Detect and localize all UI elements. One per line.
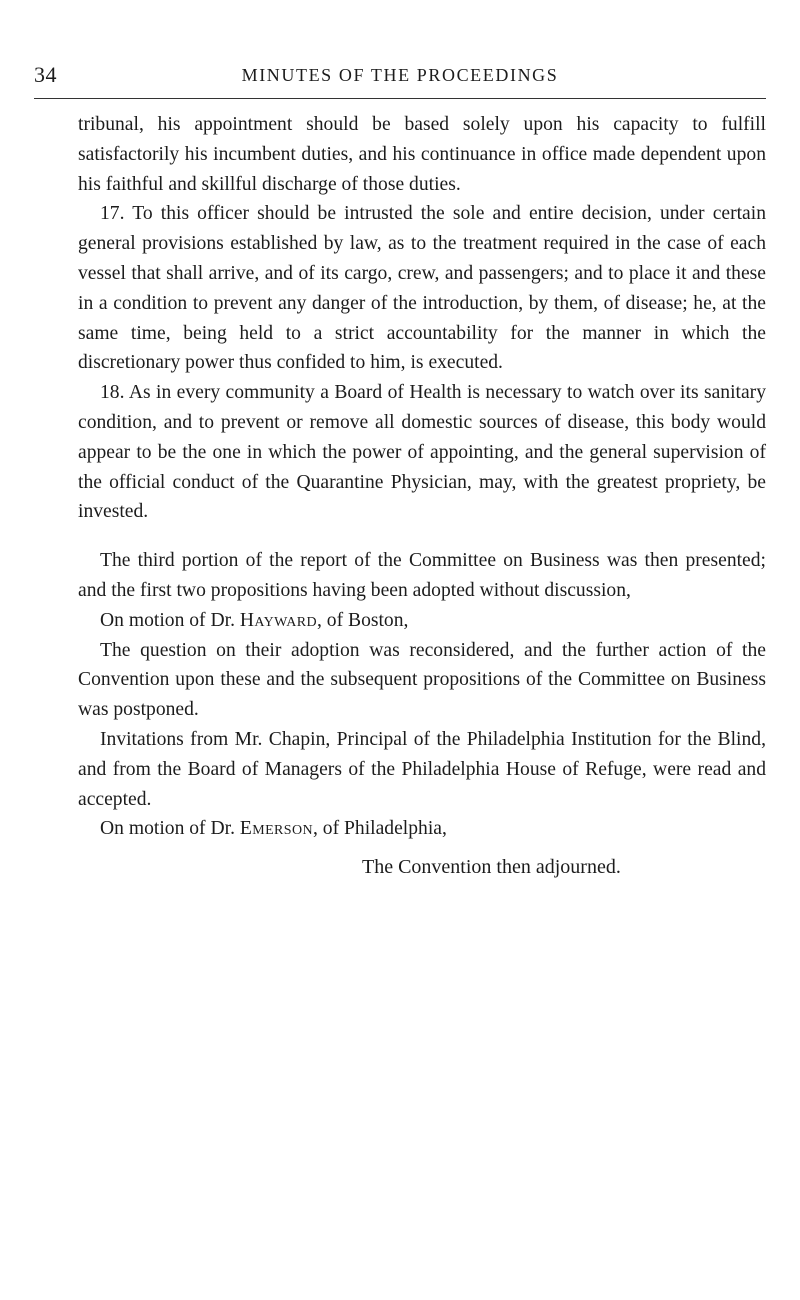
page-number: 34	[34, 62, 57, 87]
paragraph-continuation: tribunal, his appointment should be based solely upon his capacity to fulfill satisfactorily his incumbent duties, and his continuance in office made dependent upon his faithful and skillful discharge of those duties.	[78, 114, 766, 195]
paragraph-third-portion: The third portion of the report of the Committee on Business was then presented; and the first two propositions having been adopted without discussion,	[78, 550, 766, 601]
motion-mover-name: Emerson	[239, 818, 313, 840]
paragraph-motion-emerson	[78, 814, 766, 844]
paragraph-question: The question on their adoption was reconsidered, and the further action of the Convention upon these and the subsequent propositions of the Committee on Business was postponed.	[78, 639, 766, 721]
running-head: MINUTES OF THE PROCEEDINGS	[241, 65, 559, 85]
section-gap	[78, 527, 766, 546]
motion-prefix: On motion of Dr.	[100, 818, 240, 840]
adjourned-line: The Convention then adjourned.	[362, 856, 621, 879]
paragraph-motion-hayward	[78, 606, 766, 636]
motion-suffix: , of Boston,	[316, 609, 409, 631]
paragraph-18: 18. As in every community a Board of Health is necessary to watch over its sanitary condition, and to prevent or remove all domestic sources of disease, this body would appear to be the one in which the power of appointing, and the general supervision of the official conduct of the Quarantine Physician, may, with the greatest propriety, be invested.	[78, 382, 766, 523]
motion-suffix: , of Philadelphia,	[313, 818, 447, 840]
paragraph-17: 17. To this officer should be intrusted the sole and entire decision, under certain general provisions established by law, as to the treatment required in the case of each vessel that shall arrive, and of its cargo, crew, and passengers; and to place it and these in a condition to prevent any danger of the introduction, by them, of disease; he, at the same time, being held to a strict accountability for the manner in which the discretionary power thus confided to him, is executed.	[78, 203, 766, 374]
document-page	[34, 58, 766, 883]
motion-prefix: On motion of Dr.	[100, 609, 240, 631]
paragraph-invitations: Invitations from Mr. Chapin, Principal of the Philadelphia Institution for the Blind, and from the Board of Managers of the Philadelphia House of Refuge, were read and accepted.	[78, 728, 766, 810]
body-text	[34, 99, 766, 883]
motion-mover-name: Hayward	[239, 609, 317, 631]
page-header	[34, 58, 766, 99]
